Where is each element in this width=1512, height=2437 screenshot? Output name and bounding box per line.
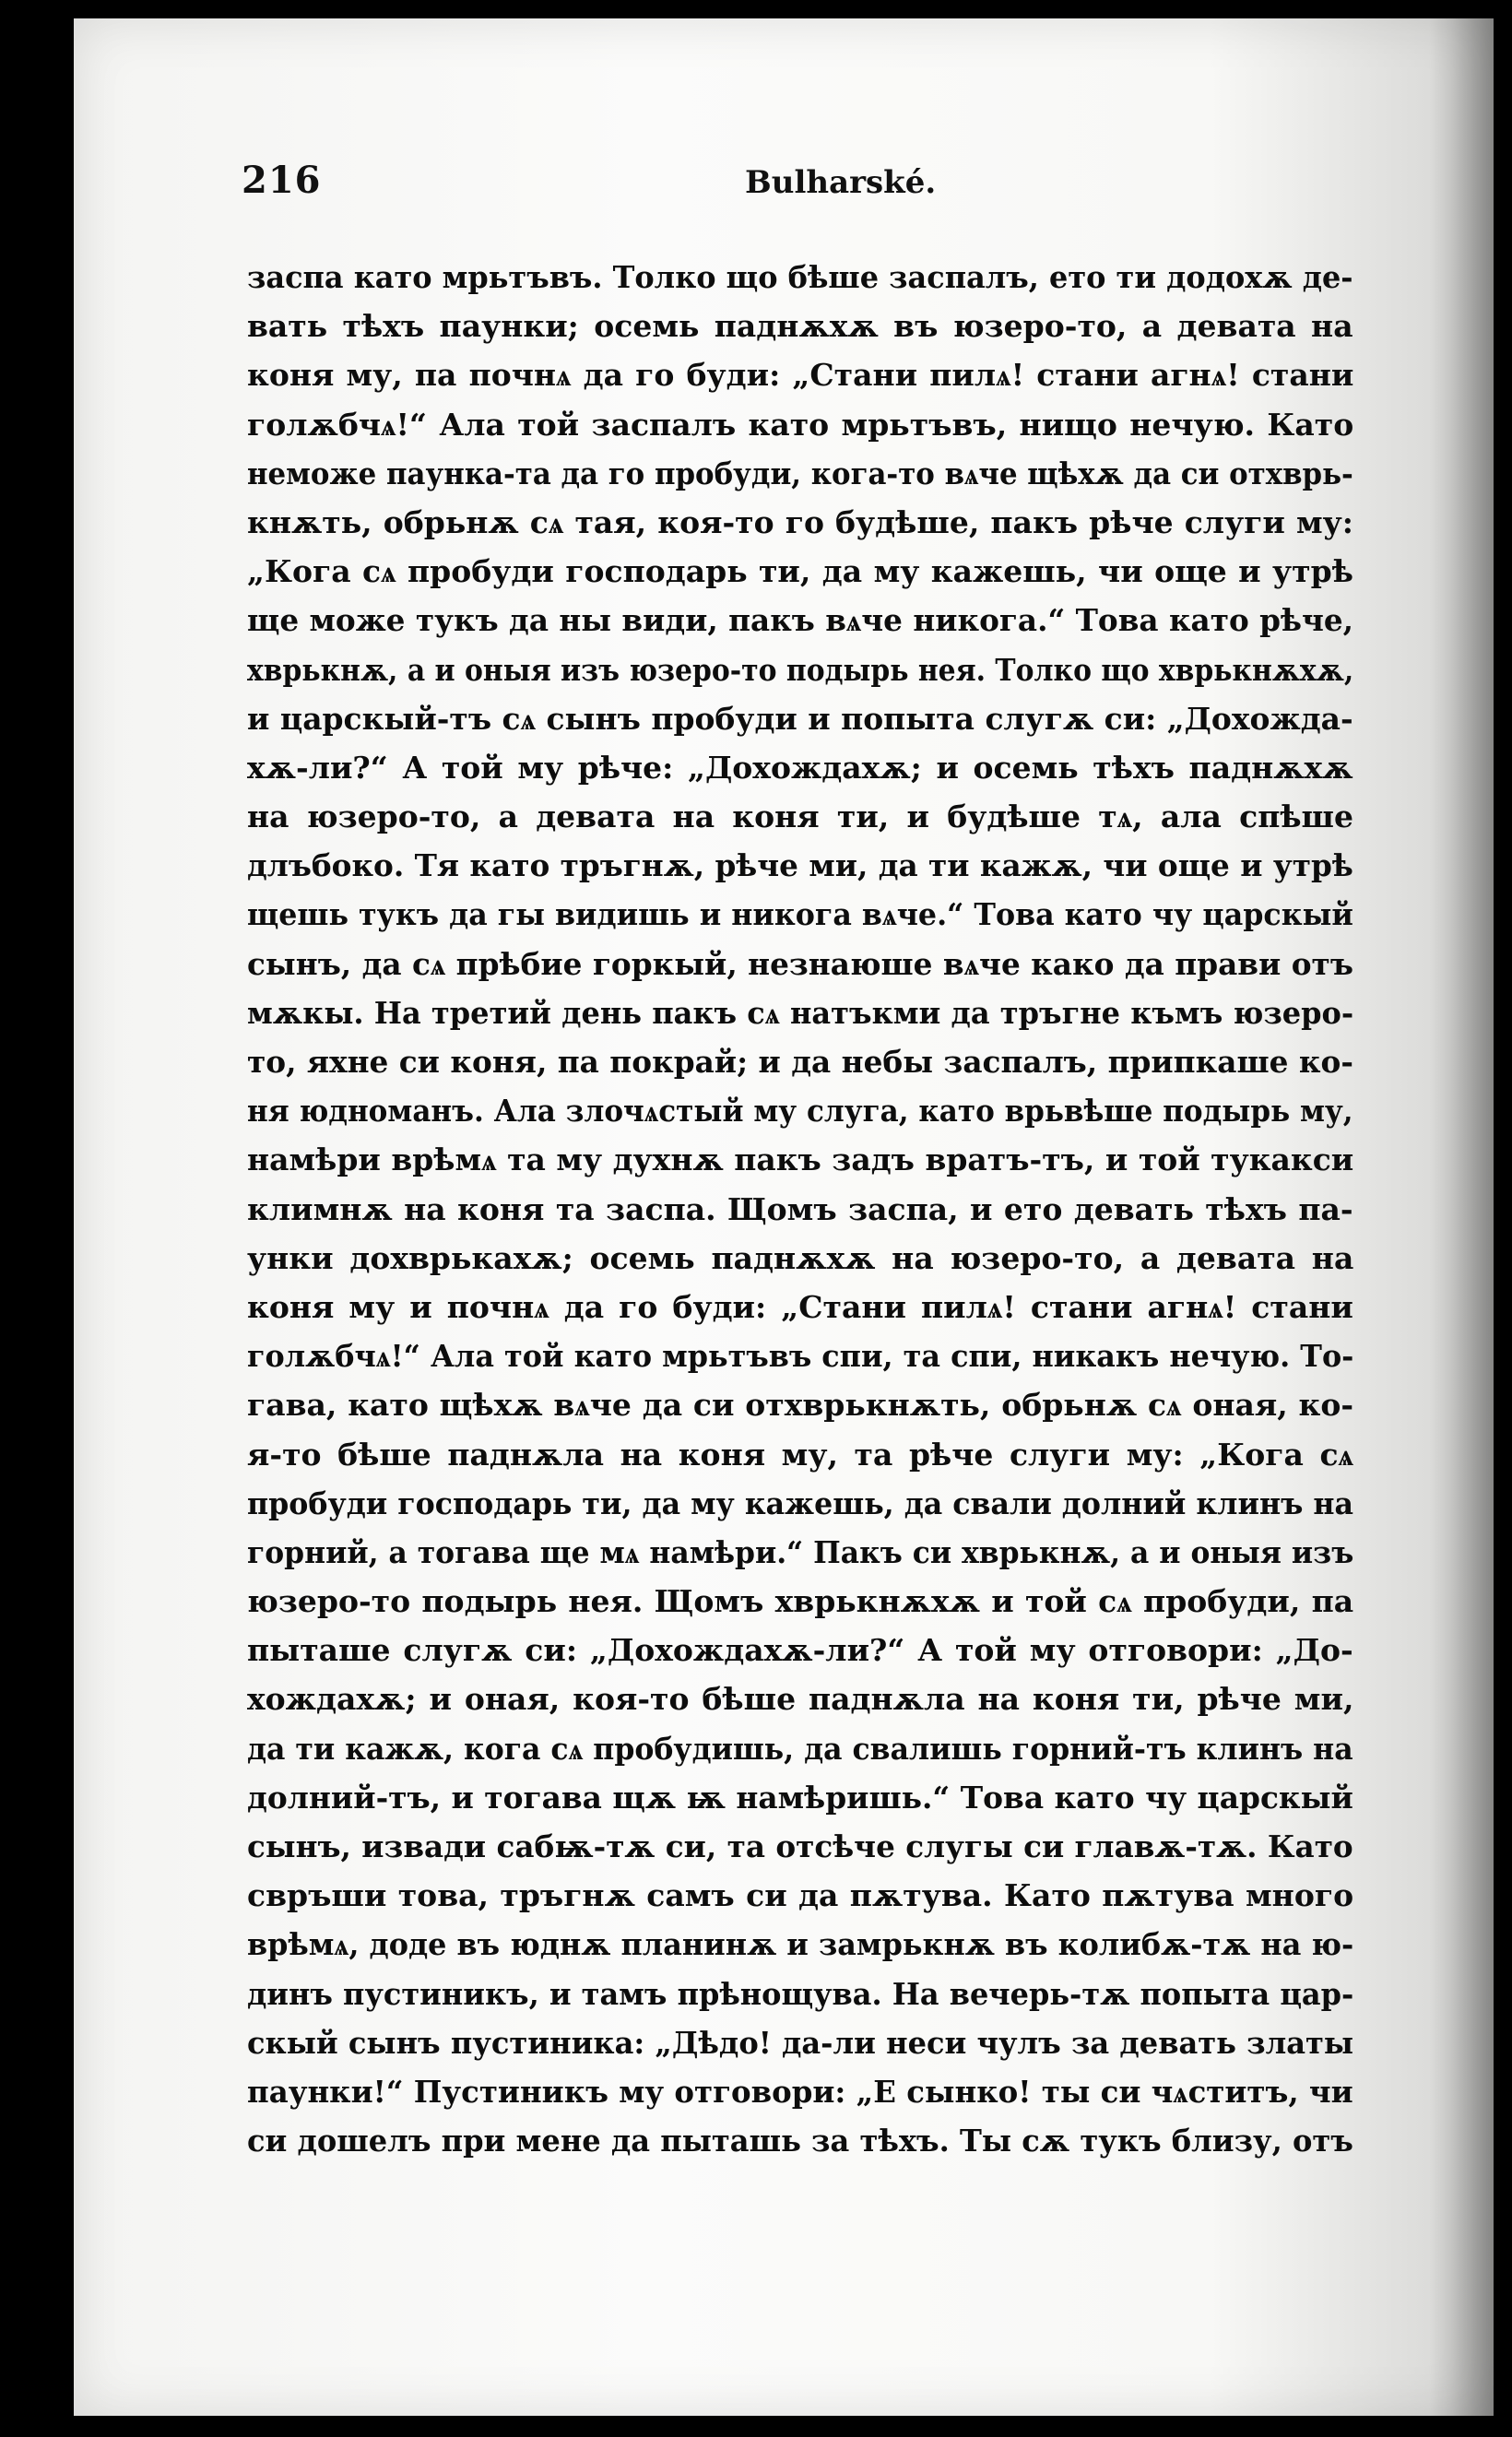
text-line: мѫкы. На третий день пакъ сѧ натъкми да тръгне къмъ юзеро- (247, 994, 1353, 1031)
text-line: длъбоко. Тя като тръгнѫ, рѣче ми, да ти кажѫ, чи още и утрѣ (247, 847, 1353, 884)
page-gutter-shadow (1429, 18, 1494, 2416)
text-line: коня му, па почнѧ да го буди: „Стани пилѧ! стани агнѧ! стани (247, 357, 1353, 394)
text-line: да ти кажѫ, кога сѧ пробудишь, да свалишь горний-тъ клинъ на (247, 1730, 1353, 1767)
text-line: голѫбчѧ!“ Ала той заспалъ като мрьтъвъ, нищо нечую. Като (247, 406, 1353, 443)
text-line: си дошелъ при мене да пыташь за тѣхъ. Ты сѫ тукъ близу, отъ (247, 2123, 1353, 2159)
text-line: голѫбчѧ!“ Ала той като мрьтъвъ спи, та спи, никакъ нечую. То- (247, 1338, 1353, 1375)
text-line: хождахѫ; и оная, коя-то бѣше паднѫла на коня ти, рѣче ми, (247, 1681, 1353, 1718)
text-line: гава, като щѣхѫ вѧче да си отхврькнѫть, обрьнѫ сѧ оная, ко- (247, 1387, 1353, 1424)
text-line: „Кога сѧ пробуди господарь ти, да му кажешь, чи още и утрѣ (247, 553, 1353, 590)
text-line: долний-тъ, и тогава щѫ ѭ намѣришь.“ Това като чу царскый (247, 1779, 1353, 1816)
text-line: юзеро-то подырь нея. Щомъ хврькнѫхѫ и той сѧ пробуди, па (247, 1583, 1353, 1620)
text-line: унки дохврькахѫ; осемь паднѫхѫ на юзеро-то, а девата на (247, 1239, 1353, 1276)
text-line: коня му и почнѧ да го буди: „Стани пилѧ! стани агнѧ! стани (247, 1288, 1353, 1325)
text-line: хѫ-ли?“ А той му рѣче: „Дохождахѫ; и осемь тѣхъ паднѫхѫ (247, 749, 1353, 786)
text-line: горний, а тогава ще мѧ намѣри.“ Пакъ си хврькнѫ, а и оныя изъ (247, 1533, 1353, 1570)
page-number: 216 (242, 159, 322, 202)
text-line: ще може тукъ да ны види, пакъ вѧче никога.“ Това като рѣче, (247, 602, 1353, 639)
text-line: пыташе слугѫ си: „Дохождахѫ-ли?“ А той му отговори: „До- (247, 1632, 1353, 1669)
text-line: климнѫ на коня та заспа. Щомъ заспа, и ето девать тѣхъ па- (247, 1190, 1353, 1227)
text-line: сынъ, извади сабѭ-тѫ си, та отсѣче слугы си главѫ-тѫ. Като (247, 1828, 1353, 1864)
text-line: вать тѣхъ паунки; осемь паднѫхѫ въ юзеро-то, а девата на (247, 308, 1353, 345)
text-line: и царскый-тъ сѧ сынъ пробуди и попыта слугѫ си: „Дохождa- (247, 700, 1353, 737)
running-head: Bulharské. (745, 164, 937, 201)
text-line: хврькнѫ, а и оныя изъ юзеро-то подырь нея. Толко що хврькнѫхѫ, (247, 651, 1353, 688)
text-line: я-то бѣше паднѫла на коня му, та рѣче слуги му: „Кога сѧ (247, 1436, 1353, 1473)
page-header (242, 159, 1348, 214)
text-line: пробуди господарь ти, да му кажешь, да свали долний клинъ на (247, 1485, 1353, 1521)
text-line: ня юдноманъ. Ала злочѧстый му слуга, като врьвѣше подырь му, (247, 1093, 1353, 1130)
text-line: неможе паунка-та да го пробуди, кога-то вѧче щѣхѫ да си отхврь- (247, 455, 1353, 491)
text-line: щешь тукъ да гы видишь и никога вѧче.“ Това като чу царскый (247, 896, 1353, 933)
text-line: паунки!“ Пустиникъ му отговори: „Е сынко! ты си чѧститъ, чи (247, 2073, 1353, 2110)
text-line: на юзеро-то, а девата на коня ти, и будѣше тѧ, ала спѣше (247, 799, 1353, 835)
text-line: врѣмѧ, доде въ юднѫ планинѫ и замрькнѫ въ колибѫ-тѫ на ю- (247, 1926, 1353, 1963)
text-line: свръши това, тръгнѫ самъ си да пѫтува. Като пѫтува много (247, 1877, 1353, 1914)
body-text (247, 253, 1353, 2165)
text-line: скый сынъ пустиника: „Дѣдо! да-ли неси чулъ за девать златы (247, 2024, 1353, 2061)
text-line: то, яхне си коня, па покрай; и да небы заспалъ, припкаше ко- (247, 1044, 1353, 1080)
text-line: кнѫть, обрьнѫ сѧ тая, коя-то го будѣше, пакъ рѣче слуги му: (247, 503, 1353, 540)
text-line: намѣри врѣмѧ та му духнѫ пакъ задъ вратъ-тъ, и той тукакси (247, 1142, 1353, 1178)
text-line: динъ пустиникъ, и тамъ прѣнощува. На вечерь-тѫ попыта цар- (247, 1975, 1353, 2012)
text-line: заспа като мрьтъвъ. Толко що бѣше заспалъ, ето ти додохѫ де- (247, 259, 1353, 295)
text-line: сынъ, да сѧ прѣбие горкый, незнаюше вѧче како да прави отъ (247, 945, 1353, 982)
